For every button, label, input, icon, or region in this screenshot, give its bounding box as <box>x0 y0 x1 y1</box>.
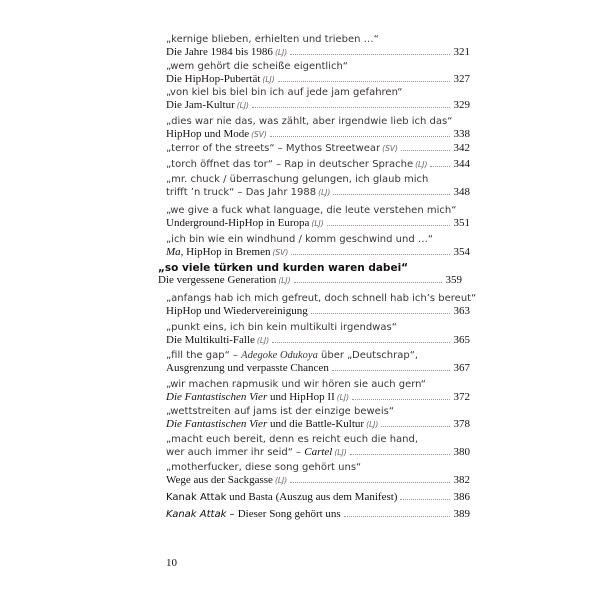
author-tag: (LJ) <box>415 160 428 169</box>
page-number: 10 <box>166 557 177 569</box>
dot-leader <box>294 282 442 283</box>
author-tag: (LJ) <box>256 336 270 345</box>
toc-entry <box>166 158 470 171</box>
toc-quote: „ich bin wie ein windhund / komm geschwind und …“ <box>166 234 434 245</box>
toc-page-number: 365 <box>453 334 470 346</box>
toc-page-number: 389 <box>453 508 470 520</box>
toc-quote-continued: trifft ’n truck“ – Das Jahr 1988 <box>166 187 317 198</box>
toc-quote: „we give a fuck what language, die leute verstehen mich“ <box>166 205 457 216</box>
toc-entry <box>166 491 470 504</box>
toc-title: Underground-HipHop in Europa <box>166 217 310 229</box>
toc-quote: „wettstreiten auf jams ist der einzige beweis“ <box>166 406 394 417</box>
toc-title: Wege aus der Sackgasse <box>166 474 273 486</box>
dot-leader <box>252 107 450 108</box>
author-tag: (LJ) <box>278 276 291 285</box>
toc-quote-author: Adegoke Odukoya <box>241 350 318 361</box>
author-tag: (LJ) <box>318 188 331 197</box>
toc-entry <box>166 116 470 141</box>
toc-entry <box>166 34 470 59</box>
toc-title: Ausgrenzung und verpasste Chancen <box>166 362 329 374</box>
toc-title: und die Battle-Kultur <box>267 418 365 430</box>
toc-entry <box>166 174 470 199</box>
toc-entry <box>166 434 470 459</box>
toc-title: und HipHop II <box>267 391 335 403</box>
author-tag: (LJ) <box>236 101 249 110</box>
toc-page-number: 321 <box>453 46 470 58</box>
dot-leader <box>344 516 450 517</box>
toc-page-number: 338 <box>453 128 470 140</box>
toc-entry <box>166 350 470 374</box>
toc-entry <box>166 379 470 404</box>
toc-title: HipHop in Bremen <box>183 246 271 258</box>
dot-leader <box>291 254 449 255</box>
toc-quote: „mr. chuck / überraschung gelungen, ich glaub mich <box>166 174 429 185</box>
dot-leader <box>327 225 450 226</box>
toc-page-number: 344 <box>453 158 470 170</box>
toc-quote: „von kiel bis biel bin ich auf jede jam gefahren“ <box>166 87 403 98</box>
toc-quote: „wir machen rapmusik und wir hören sie auch gern“ <box>166 379 426 390</box>
toc-entry <box>166 508 470 521</box>
dot-leader <box>333 194 449 195</box>
author-tag: (LJ) <box>274 48 288 57</box>
toc-page-number: 327 <box>453 73 470 85</box>
author-tag: (LJ) <box>262 75 275 84</box>
toc-page-number: 363 <box>453 305 470 317</box>
toc-title: und Basta (Auszug aus dem Manifest) <box>226 491 398 503</box>
toc-title-sans-italic: Kanak Attak <box>166 509 227 520</box>
toc-entry <box>166 87 470 112</box>
toc-title-dash: – <box>226 509 238 520</box>
toc-quote-continued: wer auch immer ihr seid“ – <box>166 447 305 458</box>
dot-leader <box>352 399 450 400</box>
toc-entry <box>166 205 470 230</box>
toc-page-number: 348 <box>453 186 470 198</box>
toc-page-number: 354 <box>453 246 470 258</box>
dot-leader <box>278 81 450 82</box>
dot-leader <box>332 370 450 371</box>
dot-leader <box>290 482 449 483</box>
author-tag: (LJ) <box>311 219 324 228</box>
toc-page-number: 380 <box>453 446 470 458</box>
toc-title: HipHop und Wiedervereinigung <box>166 305 308 317</box>
dot-leader <box>270 136 450 137</box>
author-tag: (SV) <box>251 130 267 139</box>
toc-page-number: 386 <box>453 491 470 503</box>
toc-quote: „motherfucker, diese song gehört uns“ <box>166 462 362 473</box>
toc-title: HipHop und Mode <box>166 128 250 140</box>
author-tag: (LJ) <box>334 448 347 457</box>
toc-entry <box>166 462 470 487</box>
author-tag: (LJ) <box>336 393 349 402</box>
toc-quote: „dies war nie das, was zählt, aber irgendwie lieb ich das“ <box>166 116 453 127</box>
toc-page-number: 351 <box>453 217 470 229</box>
author-tag: (LJ) <box>366 420 379 429</box>
toc-quote: „macht euch bereit, denn es reicht euch die hand, <box>166 434 419 445</box>
toc-entry <box>166 406 470 431</box>
toc-quote-end: über „Deutschrap“, <box>317 350 419 361</box>
toc-page-number: 359 <box>445 274 462 286</box>
toc-quote: „kernige blieben, erhielten und trieben …“ <box>166 34 379 45</box>
toc-title-italic: Die Fantastischen Vier <box>166 391 268 403</box>
toc-page-number: 372 <box>453 391 470 403</box>
section-title: „so viele türken und kurden waren dabei“ <box>158 262 409 274</box>
toc-quote: „punkt eins, ich bin kein multikulti irgendwas“ <box>166 322 397 333</box>
toc-title: Die HipHop-Pubertät <box>166 73 261 85</box>
dot-leader <box>400 499 449 500</box>
toc-title: Dieser Song gehört uns <box>237 508 341 520</box>
dot-leader <box>381 426 449 427</box>
section-subtitle: Die vergessene Generation <box>158 274 277 286</box>
dot-leader <box>430 166 449 167</box>
dot-leader <box>272 342 449 343</box>
toc-page-number: 378 <box>453 418 470 430</box>
toc-page-number: 367 <box>453 362 470 374</box>
dot-leader <box>311 313 450 314</box>
toc-page-number: 329 <box>453 99 470 111</box>
toc-entry <box>166 322 470 347</box>
toc-entry <box>166 61 470 86</box>
toc-quote: „terror of the streets“ – Mythos Streetwear <box>166 143 381 154</box>
toc-quote: „fill the gap“ – <box>166 350 242 361</box>
toc-title: Die Jahre 1984 bis 1986 <box>166 46 273 58</box>
toc-quote: „wem gehört die scheiße eigentlich“ <box>166 61 348 72</box>
toc-title: Die Multikulti-Falle <box>166 334 255 346</box>
toc-entry <box>166 293 477 317</box>
dot-leader <box>290 54 449 55</box>
toc-title-sans: Kanak Attak <box>166 492 227 503</box>
toc-title: Die Jam-Kultur <box>166 99 235 111</box>
author-tag: (LJ) <box>274 476 288 485</box>
toc-section <box>158 262 462 287</box>
toc-entry <box>166 142 470 155</box>
author-tag: (SV) <box>272 248 289 257</box>
toc-entry <box>166 234 470 259</box>
toc-quote: „torch öffnet das tor“ – Rap in deutscher Sprache <box>166 159 414 170</box>
dot-leader <box>350 454 450 455</box>
toc-page-number: 342 <box>453 142 470 154</box>
author-tag: (SV) <box>382 144 398 153</box>
toc-title-italic: Ma, <box>166 246 184 258</box>
dot-leader <box>401 150 450 151</box>
toc-quote-author: Cartel <box>304 446 333 458</box>
toc-title-italic: Die Fantastischen Vier <box>166 418 268 430</box>
toc-page-number: 382 <box>453 474 470 486</box>
toc-quote: „anfangs hab ich mich gefreut, doch schnell hab ich’s bereut“ <box>166 293 477 304</box>
